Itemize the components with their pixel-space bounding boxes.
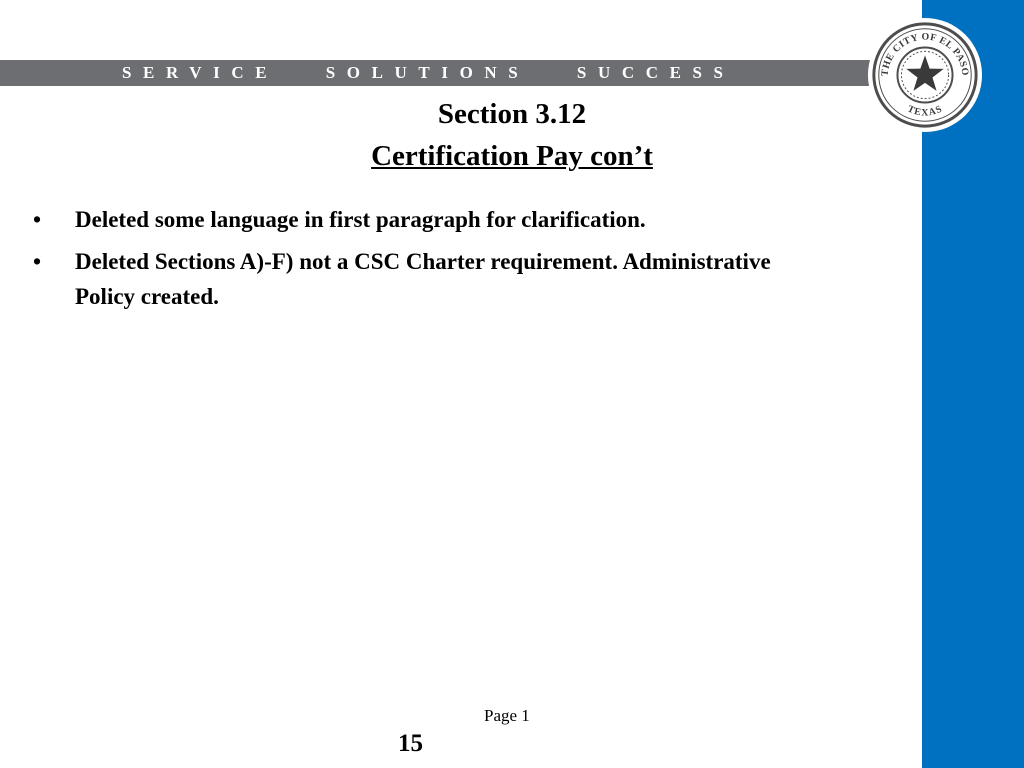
seal-bottom-text: TEXAS: [905, 103, 945, 119]
slogan-banner: [0, 60, 870, 86]
bullet-text: Deleted Sections A)-F) not a CSC Charter requirement. Administrative Policy created.: [75, 249, 771, 309]
slide-subtitle: Certification Pay con’t: [371, 140, 653, 172]
slide-title: Section 3.12: [437, 98, 587, 130]
slogan-text: SERVICE SOLUTIONS SUCCESS: [122, 63, 735, 82]
bullet-item: [30, 202, 830, 237]
bullet-list: [30, 202, 830, 321]
bullet-item: [30, 244, 775, 314]
seal-top-text: THE CITY OF EL PASO: [879, 31, 971, 77]
slide-number: 15: [398, 730, 423, 757]
bullet-marker: •: [33, 249, 42, 274]
page-label: Page 1: [484, 706, 530, 725]
bullet-marker: •: [33, 207, 42, 232]
bullet-text: Deleted some language in first paragraph for clarification.: [75, 207, 646, 232]
